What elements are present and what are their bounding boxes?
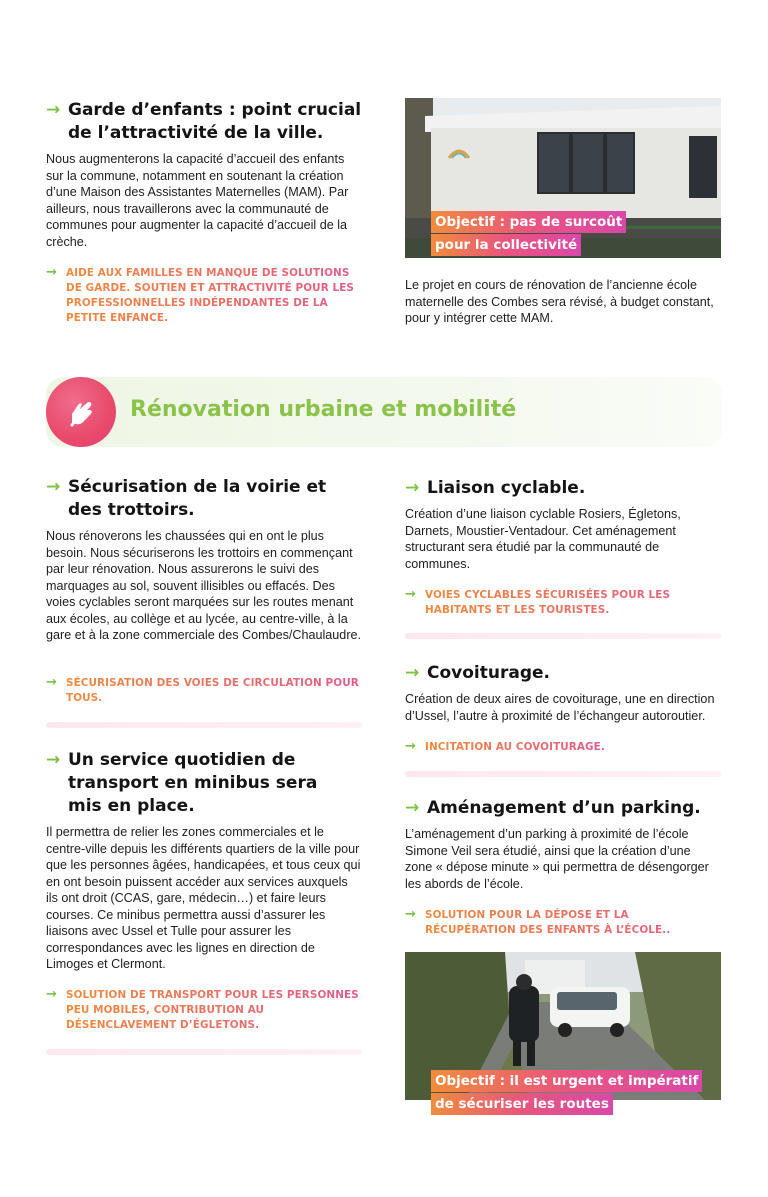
heading-line: mis en place. (68, 796, 195, 816)
arrow-icon: → (46, 675, 57, 690)
separator (46, 1049, 362, 1055)
heading-line: Aménagement d’un parking. (427, 798, 701, 818)
tag-text: SOLUTION POUR LA DÉPOSE ET LA RÉCUPÉRATION DES ENFANTS À L’ÉCOLE.. (425, 908, 721, 938)
photo-caption (431, 1070, 702, 1116)
tag-text: AIDE AUX FAMILLES EN MANQUE DE SOLUTIONS DE GARDE. SOUTIEN ET ATTRACTIVITÉ POUR LES PROFESSIONNELLES INDÉPENDANTES DE LA PETITE ENFANCE. (66, 266, 362, 326)
arrow-icon: → (405, 907, 416, 922)
arrow-icon: → (46, 477, 61, 497)
arrow-icon: → (46, 265, 57, 280)
heading-line: Liaison cyclable. (427, 478, 586, 498)
paragraph-covoiturage: Création de deux aires de covoiturage, une en direction d’Ussel, l’autre à proximité de l’échangeur autoroutier. (405, 692, 715, 723)
tag-voirie (46, 676, 362, 706)
section-heading-voirie (46, 476, 362, 522)
paragraph-parking: L’aménagement d’un parking à proximité de l’école Simone Veil sera étudié, ainsi que la création d’une zone « dépose minute » qui permettra de désengorger les abords de l’école. (405, 827, 709, 891)
section-heading-garde (46, 99, 362, 145)
tag-text: SÉCURISATION DES VOIES DE CIRCULATION POUR TOUS. (66, 676, 362, 706)
tag-covoiturage (405, 740, 721, 755)
tag-text: SOLUTION DE TRANSPORT POUR LES PERSONNES PEU MOBILES, CONTRIBUTION AU DÉSENCLAVEMENT D’ÉGLETONS. (66, 988, 362, 1033)
road-photo (405, 952, 721, 1112)
hand-icon (63, 394, 99, 430)
photo-caption (431, 211, 626, 257)
arrow-icon: → (46, 987, 57, 1002)
section-heading-covoiturage (405, 662, 721, 685)
arrow-icon: → (405, 663, 420, 683)
arrow-icon: → (405, 478, 420, 498)
paragraph-cyclable: Création d’une liaison cyclable Rosiers, Égletons, Darnets, Moustier-Ventadour. Cet aménagement structurant sera étudié par la communauté de communes. (405, 507, 681, 571)
banner-title: Rénovation urbaine et mobilité (130, 397, 517, 422)
arrow-icon: → (405, 798, 420, 818)
separator (405, 771, 721, 777)
arrow-icon: → (405, 739, 416, 754)
heading-line: Covoiturage. (427, 663, 550, 683)
banner-badge (46, 377, 116, 447)
arrow-icon: → (405, 587, 416, 602)
section-heading-cyclable (405, 477, 721, 500)
heading-line: Un service quotidien de (68, 750, 296, 770)
arrow-icon: → (46, 750, 61, 770)
heading-line: transport en minibus sera (68, 773, 318, 793)
caption-line: Objectif : pas de surcoût (431, 211, 626, 233)
heading-line: de l’attractivité de la ville. (68, 123, 324, 143)
separator (46, 722, 362, 728)
paragraph-garde: Nous augmenterons la capacité d’accueil des enfants sur la commune, notamment en soutenant la création d’une Maison des Assistantes Maternelles (MAM). Par ailleurs, nous travaillerons avec la communauté de communes pour augmenter la capacité d’accueil de la crèche. (46, 152, 349, 249)
tag-parking (405, 908, 721, 938)
section-heading-minibus (46, 749, 362, 818)
paragraph-voirie: Nous rénoverons les chaussées qui en ont le plus besoin. Nous sécuriserons les trottoirs en commençant par leur rénovation. Nous assurerons le suivi des marquages au sol, souvent illisibles ou effacés. Des voies cyclables seront marquées sur les routes menant aux écoles, au collège et au lycée, au centre-ville, à la gare et à la zone commerciale des Combes/Chaulaudre. (46, 529, 362, 642)
caption-line: de sécuriser les routes (431, 1093, 613, 1115)
arrow-icon: → (46, 100, 61, 120)
caption-line: pour la collectivité (431, 234, 581, 256)
paragraph-minibus: Il permettra de relier les zones commerciales et le centre-ville depuis les différents quartiers de la ville pour que les personnes âgées, handicapées, et tous ceux qui en ont besoin puissent accéder aux services auxquels ils ont droit (CCAS, gare, médecin…) et faire leurs courses. Ce minibus permettra aussi d’assurer les liaisons avec Ussel et Tulle pour assurer les correspondances avec les lignes en direction de Limoges et Clermont. (46, 825, 361, 971)
paragraph-mam: Le projet en cours de rénovation de l’ancienne école maternelle des Combes sera révisé, à budget constant, pour y intégrer cette MAM. (405, 278, 714, 325)
school-photo (405, 98, 721, 258)
tag-garde (46, 266, 362, 326)
heading-line: des trottoirs. (68, 500, 195, 520)
heading-line: Sécurisation de la voirie et (68, 477, 327, 497)
tag-minibus (46, 988, 362, 1033)
section-heading-parking (405, 797, 721, 820)
caption-line: Objectif : il est urgent et impératif (431, 1070, 702, 1092)
separator (405, 633, 721, 639)
tag-cyclable (405, 588, 721, 618)
tag-text: VOIES CYCLABLES SÉCURISÉES POUR LES HABITANTS ET LES TOURISTES. (425, 588, 721, 618)
heading-line: Garde d’enfants : point crucial (68, 100, 362, 120)
tag-text: INCITATION AU COVOITURAGE. (425, 741, 605, 753)
